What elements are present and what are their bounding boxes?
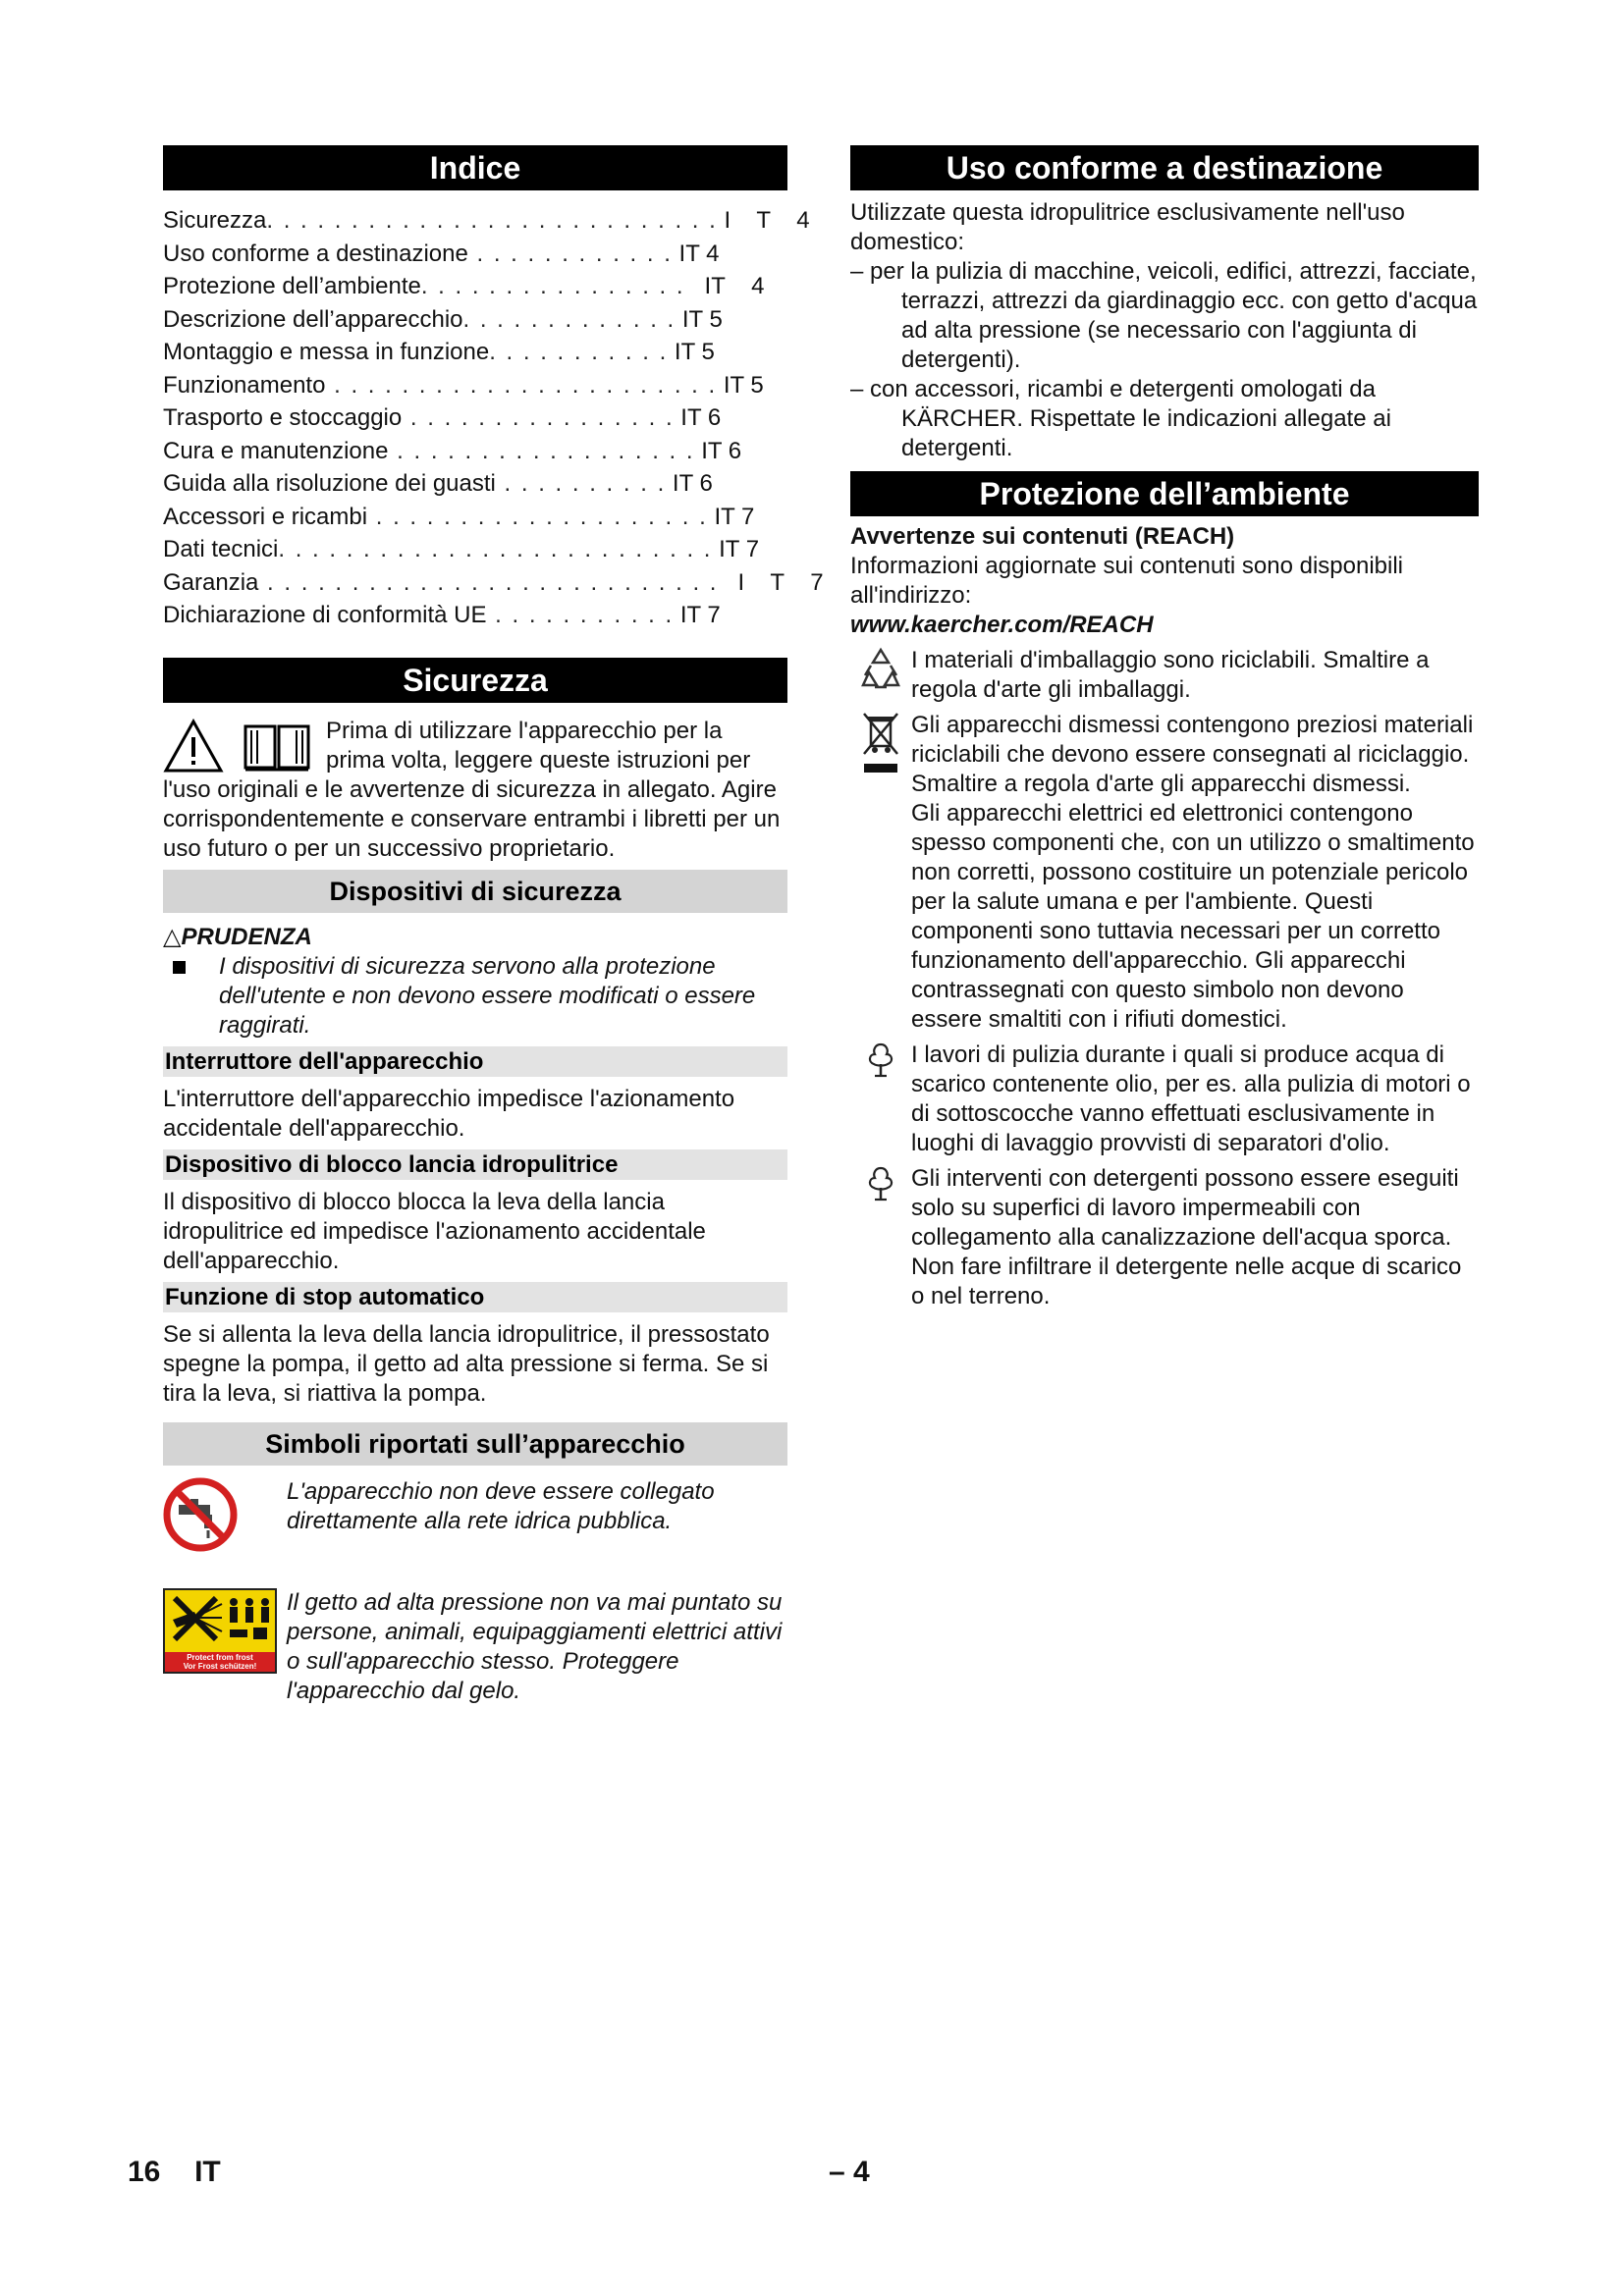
sheet-number: – 4 [829, 2156, 870, 2188]
toc-entry-dots: . . . . . . . . . . . . [467, 240, 673, 267]
symbol-icon-cell-1 [163, 1477, 287, 1557]
environment-icon-cell-2 [850, 1164, 911, 1203]
weee-icon-cell [850, 711, 911, 773]
detergent-row [850, 1164, 1479, 1311]
square-bullet-icon [173, 961, 186, 974]
weee-text-1: Gli apparecchi dismessi contengono preziosi materiali riciclabili che devono essere consegnati al riciclaggio. Smaltire a regola d'arte gli apparecchi dismessi. [911, 712, 1474, 797]
uso-heading: Uso conforme a destinazione [850, 145, 1479, 190]
blocco-text: Il dispositivo di blocco blocca la leva della lancia idropulitrice ed impedisce l'azionamento accidentale dell'apparecchio. [163, 1188, 706, 1274]
language-code: IT [194, 2156, 221, 2188]
toc-entry-dots: . . . . . . . . . . . . . . . . . . . . . . . . . . . [258, 568, 719, 596]
stop-text: Se si allenta la leva della lancia idropulitrice, il pressostato spegne la pompa, il getto ad alta pressione si ferma. Se si tira la leva, si riattiva la pompa. [163, 1320, 770, 1407]
toc-entry-page: I T 7 [725, 568, 824, 596]
toc-entry[interactable] [163, 533, 787, 566]
uso-intro: Utilizzate questa idropulitrice esclusivamente nell'uso domestico: [850, 199, 1405, 255]
packaging-text: I materiali d'imballaggio sono riciclabili. Smaltire a regola d'arte gli imballaggi. [911, 647, 1430, 703]
uso-list [850, 257, 1479, 463]
simboli-heading: Simboli riportati sull’apparecchio [163, 1422, 787, 1466]
page-number: 16 [128, 2156, 161, 2188]
toc-entry[interactable] [163, 303, 787, 337]
toc-entry-page: IT 5 [674, 339, 715, 365]
prudenza-label: △PRUDENZA [163, 923, 312, 950]
toc-entry-dots: . . . . . . . . . . . . . [462, 305, 677, 333]
oil-water-row [850, 1041, 1479, 1158]
toc-entry-label: Cura e manutenzione [163, 437, 389, 464]
toc-entry-page: IT 6 [672, 470, 713, 497]
toc-entry-label: Guida alla risoluzione dei guasti [163, 470, 496, 497]
blocco-heading: Dispositivo di blocco lancia idropulitrice [163, 1149, 787, 1180]
frost-label: Protect from frost Vor Frost schützen! [165, 1652, 275, 1672]
toc-entry-page: IT 6 [701, 437, 742, 464]
symbol-icon-cell-2 [163, 1588, 287, 1706]
toc-entry[interactable] [163, 238, 787, 271]
toc-entry-dots: . . . . . . . . . . . . . . . . . . . . [367, 503, 708, 530]
toc-entry-label: Funzionamento [163, 371, 326, 399]
reach-url[interactable]: www.kaercher.com/REACH [850, 612, 1154, 638]
toc-entry-dots: . . . . . . . . . . . . . . . . . . . . . . . . . . [278, 536, 713, 562]
toc-entry-page: IT 7 [679, 602, 721, 628]
toc-entry-dots: . . . . . . . . . . . [486, 602, 675, 628]
symbol-row-2 [163, 1588, 787, 1706]
detergent-text: Gli interventi con detergenti possono essere eseguiti solo su superfici di lavoro impermeabili con collegamento alla canalizzazione dell'acqua sporca. Non fare infiltrare il detergente nelle acque di scarico o nel terreno. [911, 1165, 1462, 1309]
right-column [850, 145, 1479, 1311]
no-tap-connection-icon [163, 1477, 238, 1552]
tree-hint-icon [863, 1164, 898, 1203]
toc-entry-label: Protezione dell’ambiente [163, 273, 421, 299]
environment-icon-cell-1 [850, 1041, 911, 1080]
toc-entry-page: IT 5 [681, 305, 723, 333]
toc-entry-label: Sicurezza [163, 207, 267, 234]
toc-entry-page: IT 5 [723, 371, 764, 399]
toc-entry[interactable] [163, 270, 787, 303]
toc-entry[interactable] [163, 204, 810, 238]
symbol-text-2: Il getto ad alta pressione non va mai puntato su persone, animali, equipaggiamenti elettrici attivi o sull'apparecchio stesso. Proteggere l'apparecchio dal gelo. [287, 1588, 783, 1704]
crossed-bin-icon [861, 711, 900, 758]
toc-entry-dots: . . . . . . . . . . . . . . . . [420, 273, 685, 299]
toc-entry-dots: . . . . . . . . . . . [489, 339, 669, 365]
no-spray-pictogram-icon [165, 1590, 275, 1647]
tree-hint-icon [863, 1041, 898, 1080]
toc-entry[interactable] [163, 501, 787, 534]
toc-entry-page: IT 4 [678, 240, 720, 267]
symbol-row-1 [163, 1477, 787, 1557]
recycle-icon [857, 646, 904, 691]
toc-entry[interactable] [163, 435, 787, 468]
safety-intro-rest: l'uso originali e le avvertenze di sicurezza in allegato. Agire corrispondentemente e conservare entrambi i libretti per un uso futuro o per un successivo proprietario. [163, 775, 781, 862]
toc-entry-page: IT 7 [719, 536, 760, 562]
toc-entry-label: Descrizione dell’apparecchio [163, 305, 463, 333]
reach-title: Avvertenze sui contenuti (REACH) [850, 523, 1235, 550]
safety-intro [163, 717, 787, 775]
table-of-contents [163, 204, 824, 632]
oil-water-text: I lavori di pulizia durante i quali si produce acqua di scarico contenente olio, per es. alla pulizia di motori o di sottoscocche vanno effettuati esclusivamente in luoghi di lavaggio provvisti di separatori d'olio. [911, 1041, 1471, 1156]
symbol-text-1: L'apparecchio non deve essere collegato direttamente alla rete idrica pubblica. [287, 1477, 715, 1534]
toc-entry[interactable] [163, 566, 824, 600]
prudenza-item [163, 952, 787, 1041]
packaging-recycle-row [850, 646, 1479, 705]
toc-entry-page: I T 4 [724, 207, 810, 234]
toc-entry[interactable] [163, 369, 787, 402]
toc-entry-page: IT 6 [680, 404, 722, 431]
ambiente-heading: Protezione dell’ambiente [850, 471, 1479, 516]
safety-intro-icons [163, 717, 312, 774]
page-footer-left [128, 2156, 221, 2189]
weee-bar-icon [864, 764, 897, 773]
toc-entry-dots: . . . . . . . . . . . . . . . . . . . . . . . [325, 371, 718, 399]
dispositivi-heading: Dispositivi di sicurezza [163, 870, 787, 913]
toc-entry-label: Dati tecnici [163, 536, 279, 562]
reach-text: Informazioni aggiornate sui contenuti sono disponibili all'indirizzo: [850, 553, 1404, 609]
toc-entry-label: Trasporto e stoccaggio [163, 404, 403, 431]
toc-entry-dots: . . . . . . . . . . . . . . . . . . [388, 437, 695, 464]
sicurezza-heading: Sicurezza [163, 658, 787, 703]
toc-entry[interactable] [163, 467, 787, 501]
weee-text [911, 711, 1479, 1035]
toc-entry[interactable] [163, 599, 787, 632]
toc-entry-dots: . . . . . . . . . . . . . . . . [402, 404, 675, 431]
toc-entry-dots: . . . . . . . . . . . . . . . . . . . . . . . . . . . [266, 207, 718, 234]
stop-heading: Funzione di stop automatico [163, 1282, 787, 1312]
interruttore-text: L'interruttore dell'apparecchio impedisce l'azionamento accidentale dell'apparecchio. [163, 1085, 735, 1142]
toc-entry-label: Montaggio e messa in funzione [163, 339, 490, 365]
warning-triangle-icon [163, 719, 224, 774]
small-warning-icon: △ [163, 923, 182, 950]
toc-entry[interactable] [163, 336, 787, 369]
uso-list-item: – per la pulizia di macchine, veicoli, edifici, attrezzi, facciate, terrazzi, attrezzi da giardinaggio ecc. con getto d'acqua ad alta pressione (se necessario con l'aggiunta di detergenti). [850, 258, 1478, 373]
read-manual-book-icon [242, 719, 312, 774]
toc-entry-label: Dichiarazione di conformità UE [163, 602, 487, 628]
toc-entry-label: Accessori e ricambi [163, 503, 368, 530]
toc-entry-page: IT 7 [714, 503, 755, 530]
recycle-icon-cell [850, 646, 911, 691]
toc-entry-label: Uso conforme a destinazione [163, 240, 468, 267]
left-column [163, 145, 824, 1706]
weee-row [850, 711, 1479, 1035]
weee-text-2: Gli apparecchi elettrici ed elettronici contengono spesso componenti che, con un utilizzo o smaltimento non corretti, possono costituire un potenziale pericolo per la salute umana e per l'ambiente. Questi componenti sono tuttavia necessari per un corretto funzionamento dell'apparecchio. Gli apparecchi contrassegnati con questo simbolo non devono essere smaltiti con i rifiuti domestici. [911, 800, 1475, 1033]
toc-entry[interactable] [163, 401, 787, 435]
toc-entry-page: IT 4 [691, 273, 765, 299]
prudenza-text: I dispositivi di sicurezza servono alla protezione dell'utente e non devono essere modificati o essere raggirati. [219, 952, 756, 1039]
safety-intro-first: Prima di utilizzare l'apparecchio per la prima volta, leggere queste istruzioni per [326, 717, 751, 774]
no-spray-frost-label-icon [163, 1588, 277, 1674]
uso-list-item: – con accessori, ricambi e detergenti omologati da KÄRCHER. Rispettate le indicazioni allegate ai detergenti. [850, 376, 1391, 461]
interruttore-heading: Interruttore dell'apparecchio [163, 1046, 787, 1077]
indice-heading: Indice [163, 145, 787, 190]
toc-entry-dots: . . . . . . . . . . [495, 470, 667, 497]
toc-entry-label: Garanzia [163, 568, 259, 596]
